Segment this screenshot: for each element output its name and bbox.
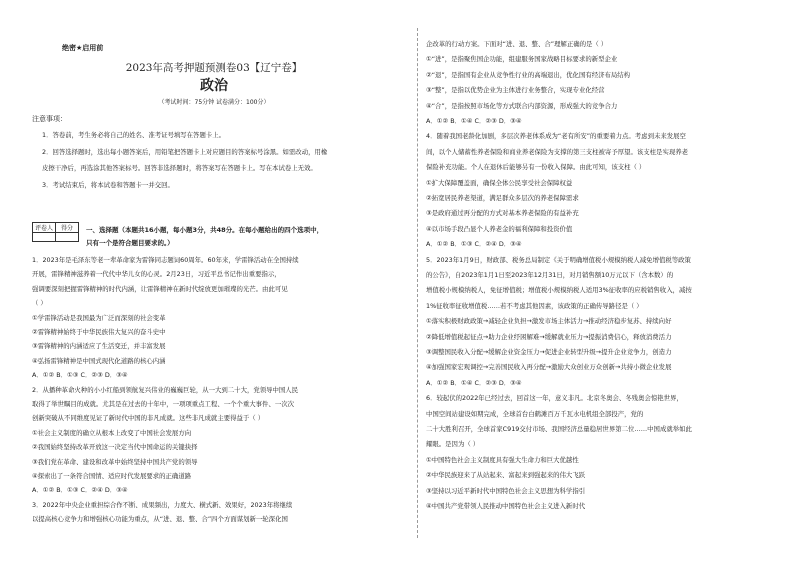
text-line: A．①② B．①③ C．②④ D．③④ <box>32 486 128 495</box>
score-table-cell <box>33 233 56 242</box>
text-line: ③是政府通过再分配的方式对基本养老保险的有益补充 <box>426 209 579 218</box>
text-line: 1．2023年是毛泽东等老一辈革命家为雷锋同志题词60周年。60年来，学雷锋活动在全国持续 <box>32 256 299 264</box>
exam-meta: （考试时间：75分钟 试卷满分：100分） <box>158 99 270 106</box>
text-line: ③我们党在革命、建设和改革中始终坚持中国共产党的领导 <box>32 457 198 466</box>
text-line: 增值税小规模纳税人，免征增值税；增值税小规模纳税人适用3%征收率的应税销售收入，减按 <box>426 286 692 295</box>
score-table-cell <box>56 233 79 242</box>
text-line: ③雷锋精神的内涵适应了生活变迁，并丰富发展 <box>32 342 166 351</box>
text-line: ④中国共产党带领人民推动中国特色社会主义进入新时代 <box>426 502 586 510</box>
text-line: 企改革的行动方案。下面对“进、退、整、合”理解正确的是（ ） <box>426 40 608 48</box>
subject-title: 政治 <box>200 78 228 94</box>
text-line: ③坚持以习近平新时代中国特色社会主义思想为科学指引 <box>426 486 586 495</box>
text-line: ④“合”，是指按照市场化等方式联合内部资源，形成强大的竞争合力 <box>426 101 618 110</box>
text-line: 6．较起伏的2022年已经过去，回首这一年，意义非凡。北京冬奥会、冬残奥会惊艳世界， <box>426 394 683 403</box>
text-line: 2．回答选择题时，选出每小题答案后，用铅笔把答题卡上对应题目的答案标号涂黑。如需改动，用橡 <box>42 147 328 156</box>
text-line: 耀眼。是因为（ ） <box>426 440 480 449</box>
text-line: ②拓宽居民养老渠道，满足群众多层次的养老保障需求 <box>426 194 579 202</box>
text-line: 的公告》，自2023年1月1日至2023年12月31日，对月销售额10万元以下（含本数）的 <box>426 271 674 279</box>
secret-label: 绝密★启用前 <box>62 44 104 52</box>
text-line: A．①② B．①③ C．②④ D．③④ <box>426 240 522 249</box>
text-line: 5．2023年1月9日，财政部、税务总局制定《关于明确增值税小规模纳税人减免增值税等政策 <box>426 255 691 264</box>
section-one-title: 一、选择题（本题共16小题，每小题3分，共48分。在每小题给出的四个选项中， <box>86 226 324 234</box>
text-line: ③“整”，是指以优势企业为主体进行业务整合，实现专业化经营 <box>426 86 605 95</box>
score-table <box>32 222 79 242</box>
score-table-header-grader: 评卷人 <box>33 223 56 233</box>
text-line: 以提高核心竞争力和增强核心功能为重点，从“进、退、整、合”四个方面谋划新一轮深化国 <box>32 515 288 524</box>
text-line: ②“退”，是指国有企业从竞争性行业的高端退出，优化国有经济布局结构 <box>426 70 631 79</box>
text-line: A．①② B．①④ C．②③ D．③④ <box>426 378 522 387</box>
text-line: 保险补充功能。个人在退休后能够另有一份收入保障。由此可知，该支柱（ ） <box>426 163 646 172</box>
text-line: 3．2022年中央企业重担综合作不断、成果频出，力度大、横式新、效果好，2023年将继续 <box>32 500 293 509</box>
section-one-note: 只有一个是符合题目要求的。） <box>86 239 174 247</box>
exam-title: 2023年高考押题预测卷03【辽宁卷】 <box>125 62 303 74</box>
text-line: ②中华民族迎来了从站起来、富起来到强起来的伟大飞跃 <box>426 471 586 480</box>
notice-heading: 注意事项： <box>32 115 67 123</box>
text-line: 二十大胜利召开，全球首家C919交付市场、我国经济总量稳居世界第二位……中国成就举如此 <box>426 425 692 433</box>
text-line: ②雷锋精神始终于中华民族伟大复兴的奋斗史中 <box>32 328 166 336</box>
text-line: 开展，雷锋精神滋养着一代代中华儿女的心灵。2月23日，习近平总书记作出重要指示， <box>32 270 281 279</box>
text-line: 4．随着我国老龄化加剧，多层次养老体系成为“老有所安”的重要着力点。考虑到未来发展空 <box>426 132 686 141</box>
text-line: ①落实积极财政政策→减轻企业负担→激发市场主体活力→推动经济稳步复苏、持续向好 <box>426 317 672 326</box>
column-divider <box>417 28 418 538</box>
text-line: 皮擦干净后，再选涂其他答案标号。回答非选择题时，将答案写在答题卡上。写在本试卷上无效。 <box>42 164 317 172</box>
text-line: ④以市场手段凸显个人养老金的福利保障和投资价值 <box>426 224 573 233</box>
text-line: 2．从播种革命火种的小小红船到领航复兴伟业的巍巍巨轮，从一大到二十大，党领导中国人民 <box>32 385 299 394</box>
text-line: 1%征收率征收增值税……若不考虑其他因素，该政策的正确传导路径是（ ） <box>426 301 643 310</box>
text-line: ③调整国民收入分配→缓解企业资金压力→促进企业转型升级→提升企业竞争力，创造力 <box>426 348 672 356</box>
text-line: ①学雷锋活动是我国最为广泛而深刻的社会变革 <box>32 313 166 322</box>
text-line: ①社会主义制度的确立从根本上改变了中国社会发展方向 <box>32 428 192 437</box>
text-line: 1．答卷前，考生务必将自己的姓名、准考证号填写在答题卡上。 <box>42 131 226 139</box>
score-table-header-score: 得分 <box>56 223 79 233</box>
text-line: 取得了举世瞩目的成就。尤其是在过去的十年中，一项项重点工程、一个个重大事件、一次次 <box>32 400 295 408</box>
text-line: （ ） <box>32 299 47 308</box>
text-line: ④弘扬雷锋精神是中国式现代化道路的核心内涵 <box>32 356 166 365</box>
text-line: A．①② B．①③ C．②③ D．③④ <box>32 371 128 380</box>
text-line: 创新突破从不同维度见证了新时代中国的非凡成就。这些非凡成就主要得益于（ ） <box>32 414 265 423</box>
text-line: 强调要深刻把握雷锋精神的时代内涵，让雷锋精神在新时代绽放更加璀璨的光芒。由此可见 <box>32 284 288 293</box>
text-line: A．①② B．①④ C．②③ D．③④ <box>426 117 522 125</box>
text-line: 中国空间站建设如期完成，全球首台白鹤滩百万千瓦水电机组全部投产，党的 <box>426 409 644 418</box>
text-line: ④探索出了一条符合国情、适应时代发展要求的正确道路 <box>32 472 192 480</box>
text-line: 间，以个人储蓄性养老保险和商业养老保险为支撑的第三支柱被寄予厚望。该支柱是实现养老 <box>426 147 689 156</box>
text-line: ②我国始终坚持改革开放这一决定当代中国命运的关键抉择 <box>32 443 198 452</box>
text-line: ②降低增值税起征点→助力企业纾困解难→缓解就业压力→提振消费信心，释放消费活力 <box>426 332 672 341</box>
text-line: ①中国特色社会主义制度具有强大生命力和巨大优越性 <box>426 455 579 464</box>
text-line: ①扩大保障覆盖面，确保全体公民享受社会保障权益 <box>426 178 573 187</box>
text-line: ④加强国家宏观调控→完善国民收入再分配→激励大众创业万众创新→共持小微企业发展 <box>426 363 672 372</box>
text-line: ①“进”，是指聚焦国企功能，组建服务国家战略目标要求的新型企业 <box>426 55 618 64</box>
text-line: 3．考试结束后，将本试卷和答题卡一并交回。 <box>42 180 174 189</box>
